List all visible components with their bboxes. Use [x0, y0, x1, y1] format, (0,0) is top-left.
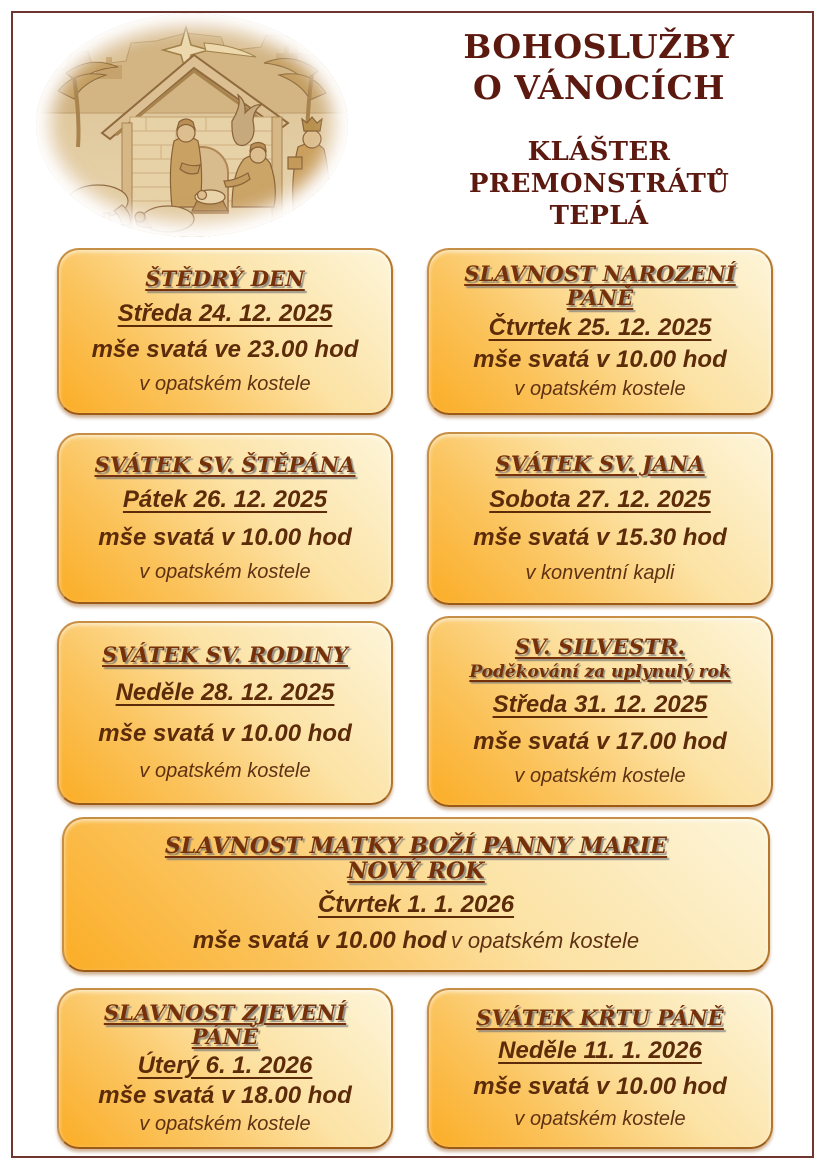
- card-date: Neděle 11. 1. 2026: [498, 1037, 702, 1065]
- card-title: SVÁTEK SV. JANA: [495, 450, 705, 476]
- card-date: Pátek 26. 12. 2025: [122, 486, 328, 514]
- card-title: SLAVNOST ZJEVENÍ PÁNĚ: [103, 999, 347, 1049]
- card-place: v opatském kostele: [514, 764, 686, 787]
- card-title: SLAVNOST MATKY BOŽÍ PANNY MARIE: [164, 833, 668, 860]
- page-subtitle: [403, 136, 795, 232]
- card-date: Čtvrtek 1. 1. 2026: [317, 891, 515, 919]
- service-card-zjeveni-pane: [57, 988, 393, 1149]
- nativity-scene-image: [36, 13, 348, 237]
- card-title: SVÁTEK SV. ŠTĚPÁNA: [94, 451, 356, 477]
- card-title: ŠTĚDRÝ DEN: [145, 265, 305, 291]
- page-title-line2: O VÁNOCÍCH: [473, 68, 725, 107]
- card-time: mše svatá v 10.00 hod: [473, 1072, 727, 1100]
- service-card-krtu-pane: [427, 988, 773, 1149]
- card-title-line2: NOVÝ ROK: [347, 857, 485, 884]
- card-time: mše svatá v 18.00 hod: [98, 1082, 352, 1110]
- nativity-carving-illustration: [36, 13, 348, 237]
- card-title: SV. SILVESTR.: [514, 633, 686, 659]
- page-subtitle-line1: KLÁŠTER PREMONSTRÁTŮ: [468, 137, 730, 199]
- service-card-sv-jana: [427, 432, 773, 605]
- card-time: mše svatá v 17.00 hod: [473, 728, 727, 756]
- service-card-sv-silvestr: [427, 616, 773, 807]
- card-date: Sobota 27. 12. 2025: [489, 486, 711, 514]
- card-time-place-line: [193, 927, 639, 955]
- service-card-narozeni-pane: [427, 248, 773, 415]
- card-place: v opatském kostele: [514, 1108, 686, 1131]
- card-place: v opatském kostele: [139, 1113, 311, 1136]
- card-place: v opatském kostele: [139, 561, 311, 584]
- card-date: Úterý 6. 1. 2026: [137, 1051, 313, 1079]
- service-card-sv-rodiny: [57, 621, 393, 805]
- card-time: mše svatá v 10.00 hod: [98, 523, 352, 551]
- page-title-line1: BOHOSLUŽBY: [463, 27, 735, 66]
- card-date: Středa 31. 12. 2025: [492, 691, 708, 719]
- service-card-novy-rok: [62, 817, 770, 972]
- poster-header: [403, 26, 795, 232]
- card-time: mše svatá v 15.30 hod: [473, 524, 727, 552]
- card-date: Čtvrtek 25. 12. 2025: [488, 314, 712, 342]
- card-subtitle: Poděkování za uplynulý rok: [469, 662, 731, 683]
- card-title: SVÁTEK KŘTU PÁNĚ: [476, 1004, 724, 1030]
- card-place: v konventní kapli: [525, 562, 675, 585]
- card-title: SVÁTEK SV. RODINY: [102, 642, 348, 668]
- service-card-stedry-den: [57, 248, 393, 415]
- card-place: v opatském kostele: [450, 927, 640, 953]
- service-card-sv-stepana: [57, 433, 393, 604]
- card-time: mše svatá v 10.00 hod: [98, 719, 352, 747]
- card-place: v opatském kostele: [139, 373, 311, 396]
- page-subtitle-line2: TEPLÁ: [549, 201, 649, 231]
- card-place: v opatském kostele: [514, 378, 686, 401]
- card-time: mše svatá v 10.00 hod: [192, 926, 447, 954]
- card-date: Neděle 28. 12. 2025: [115, 679, 335, 707]
- card-title: SLAVNOST NAROZENÍ PÁNĚ: [464, 260, 736, 311]
- card-place: v opatském kostele: [139, 759, 311, 782]
- card-date: Středa 24. 12. 2025: [117, 299, 333, 327]
- card-time: mše svatá ve 23.00 hod: [91, 336, 359, 364]
- card-time: mše svatá v 10.00 hod: [473, 346, 727, 374]
